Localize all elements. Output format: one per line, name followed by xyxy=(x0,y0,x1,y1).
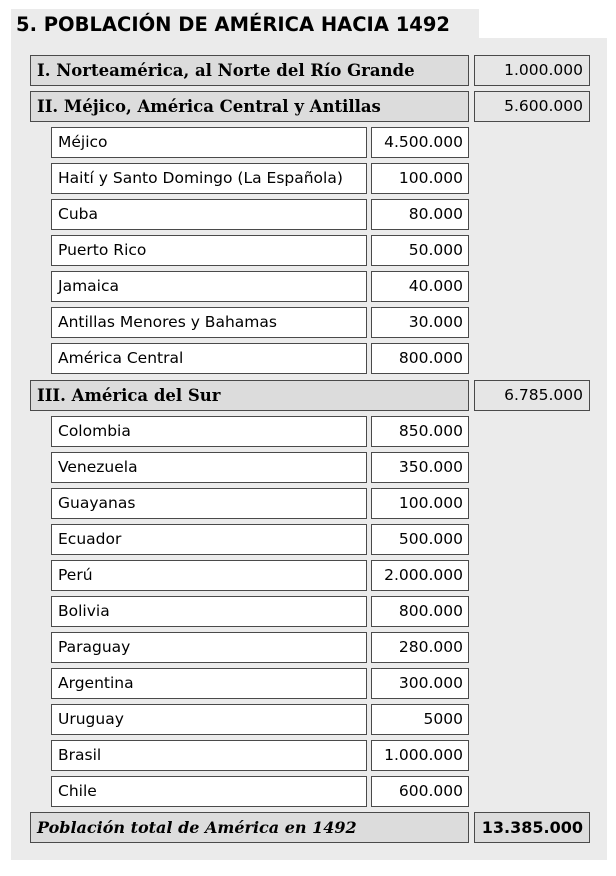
row-value-peru: 2.000.000 xyxy=(371,560,469,591)
row-value-haiti-santo-domingo: 100.000 xyxy=(371,163,469,194)
row-value-chile: 600.000 xyxy=(371,776,469,807)
section-label-mejico-america-central-antillas: II. Méjico, América Central y Antillas xyxy=(30,91,469,122)
row-label-brasil: Brasil xyxy=(51,740,367,771)
row-value-uruguay: 5000 xyxy=(371,704,469,735)
section-value-norteamerica: 1.000.000 xyxy=(474,55,590,86)
row-value-argentina: 300.000 xyxy=(371,668,469,699)
row-label-jamaica: Jamaica xyxy=(51,271,367,302)
row-value-colombia: 850.000 xyxy=(371,416,469,447)
section-value-america-del-sur: 6.785.000 xyxy=(474,380,590,411)
row-value-puerto-rico: 50.000 xyxy=(371,235,469,266)
row-value-bolivia: 800.000 xyxy=(371,596,469,627)
row-label-colombia: Colombia xyxy=(51,416,367,447)
row-label-argentina: Argentina xyxy=(51,668,367,699)
row-value-america-central: 800.000 xyxy=(371,343,469,374)
row-label-puerto-rico: Puerto Rico xyxy=(51,235,367,266)
row-label-antillas-menores-bahamas: Antillas Menores y Bahamas xyxy=(51,307,367,338)
row-label-haiti-santo-domingo: Haití y Santo Domingo (La Española) xyxy=(51,163,367,194)
row-value-cuba: 80.000 xyxy=(371,199,469,230)
row-value-brasil: 1.000.000 xyxy=(371,740,469,771)
row-value-ecuador: 500.000 xyxy=(371,524,469,555)
total-label: Población total de América en 1492 xyxy=(30,812,469,843)
row-label-america-central: América Central xyxy=(51,343,367,374)
row-value-jamaica: 40.000 xyxy=(371,271,469,302)
row-label-ecuador: Ecuador xyxy=(51,524,367,555)
row-value-guayanas: 100.000 xyxy=(371,488,469,519)
total-value: 13.385.000 xyxy=(474,812,590,843)
section-label-america-del-sur: III. América del Sur xyxy=(30,380,469,411)
row-label-paraguay: Paraguay xyxy=(51,632,367,663)
page-title: 5. POBLACIÓN DE AMÉRICA HACIA 1492 xyxy=(16,13,450,36)
row-label-venezuela: Venezuela xyxy=(51,452,367,483)
row-value-paraguay: 280.000 xyxy=(371,632,469,663)
row-label-peru: Perú xyxy=(51,560,367,591)
row-value-antillas-menores-bahamas: 30.000 xyxy=(371,307,469,338)
section-label-norteamerica: I. Norteamérica, al Norte del Río Grande xyxy=(30,55,469,86)
row-label-chile: Chile xyxy=(51,776,367,807)
row-value-mejico: 4.500.000 xyxy=(371,127,469,158)
row-label-uruguay: Uruguay xyxy=(51,704,367,735)
row-label-bolivia: Bolivia xyxy=(51,596,367,627)
table-panel xyxy=(11,38,607,860)
section-value-mejico-america-central-antillas: 5.600.000 xyxy=(474,91,590,122)
row-label-cuba: Cuba xyxy=(51,199,367,230)
row-value-venezuela: 350.000 xyxy=(371,452,469,483)
row-label-mejico: Méjico xyxy=(51,127,367,158)
row-label-guayanas: Guayanas xyxy=(51,488,367,519)
